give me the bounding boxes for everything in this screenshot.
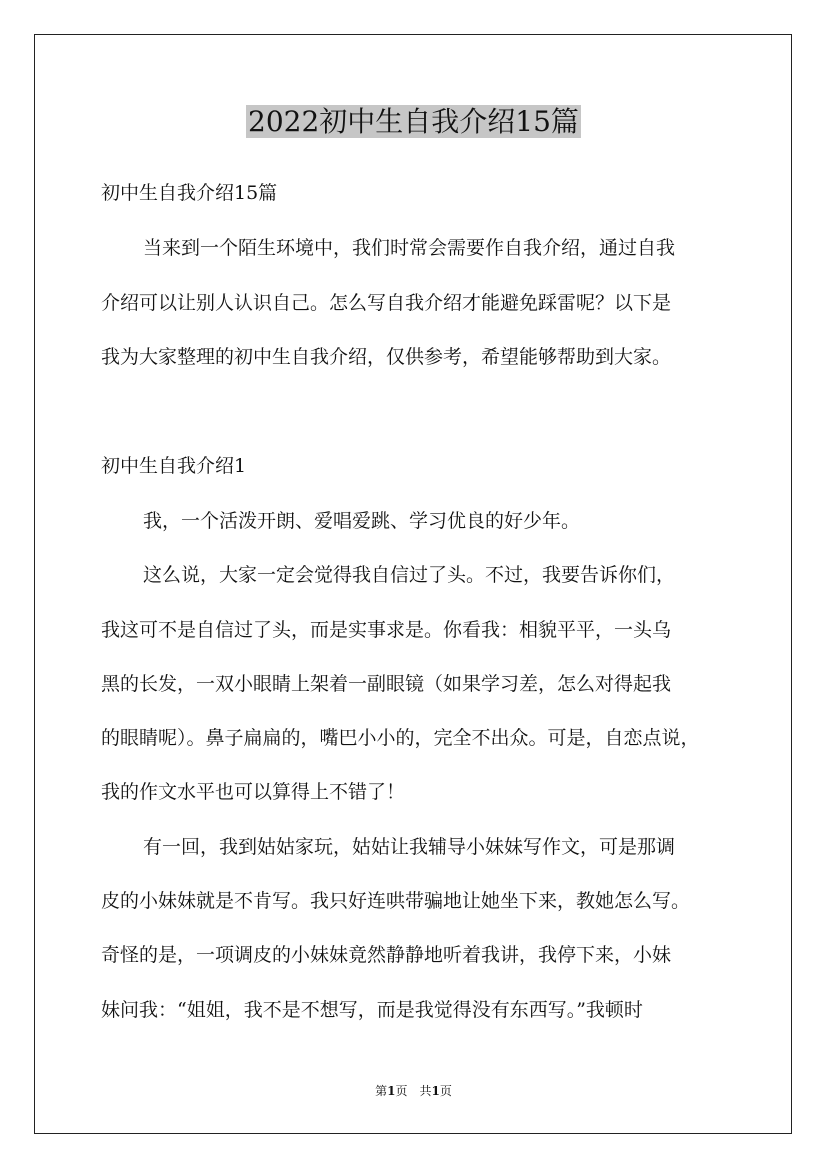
footer-mid: 页 共 (395, 1084, 432, 1098)
body-line: 我，一个活泼开朗、爱唱爱跳、学习优良的好少年。 (143, 510, 581, 532)
intro-line: 我为大家整理的初中生自我介绍，仅供参考，希望能够帮助到大家。 (101, 346, 672, 368)
section-heading: 初中生自我介绍1 (101, 455, 247, 477)
body-line: 有一回，我到姑姑家玩，姑姑让我辅导小妹妹写作文，可是那调 (143, 836, 676, 858)
body-line: 妹问我：“姐姐，我不是不想写，而是我觉得没有东西写。”我顿时 (101, 999, 643, 1021)
document-title-text: 2022初中生自我介绍15篇 (248, 105, 579, 138)
body-line: 我这可不是自信过了头，而是实事求是。你看我：相貌平平，一头乌 (101, 619, 672, 641)
page-footer (0, 1082, 827, 1099)
intro-line: 当来到一个陌生环境中，我们时常会需要作自我介绍，通过自我 (143, 237, 676, 259)
footer-page-number: 1 (387, 1084, 396, 1098)
subtitle: 初中生自我介绍15篇 (101, 182, 278, 204)
body-line: 的眼睛呢）。鼻子扁扁的，嘴巴小小的，完全不出众。可是，自恋点说， (101, 727, 700, 749)
body-line: 皮的小妹妹就是不肯写。我只好连哄带骗地让她坐下来，教她怎么写。 (101, 890, 691, 912)
document-title (0, 100, 827, 144)
body-line: 奇怪的是，一项调皮的小妹妹竟然静静地听着我讲，我停下来，小妹 (101, 944, 672, 966)
body-line: 黑的长发，一双小眼睛上架着一副眼镜（如果学习差，怎么对得起我 (101, 673, 672, 695)
intro-line: 介绍可以让别人认识自己。怎么写自我介绍才能避免踩雷呢？以下是 (101, 292, 672, 314)
body-line: 我的作文水平也可以算得上不错了！ (101, 781, 406, 803)
body-line: 这么说，大家一定会觉得我自信过了头。不过，我要告诉你们， (143, 564, 676, 586)
footer-suffix: 页 (439, 1084, 452, 1098)
footer-total-pages: 1 (431, 1084, 440, 1098)
footer-prefix: 第 (375, 1084, 388, 1098)
